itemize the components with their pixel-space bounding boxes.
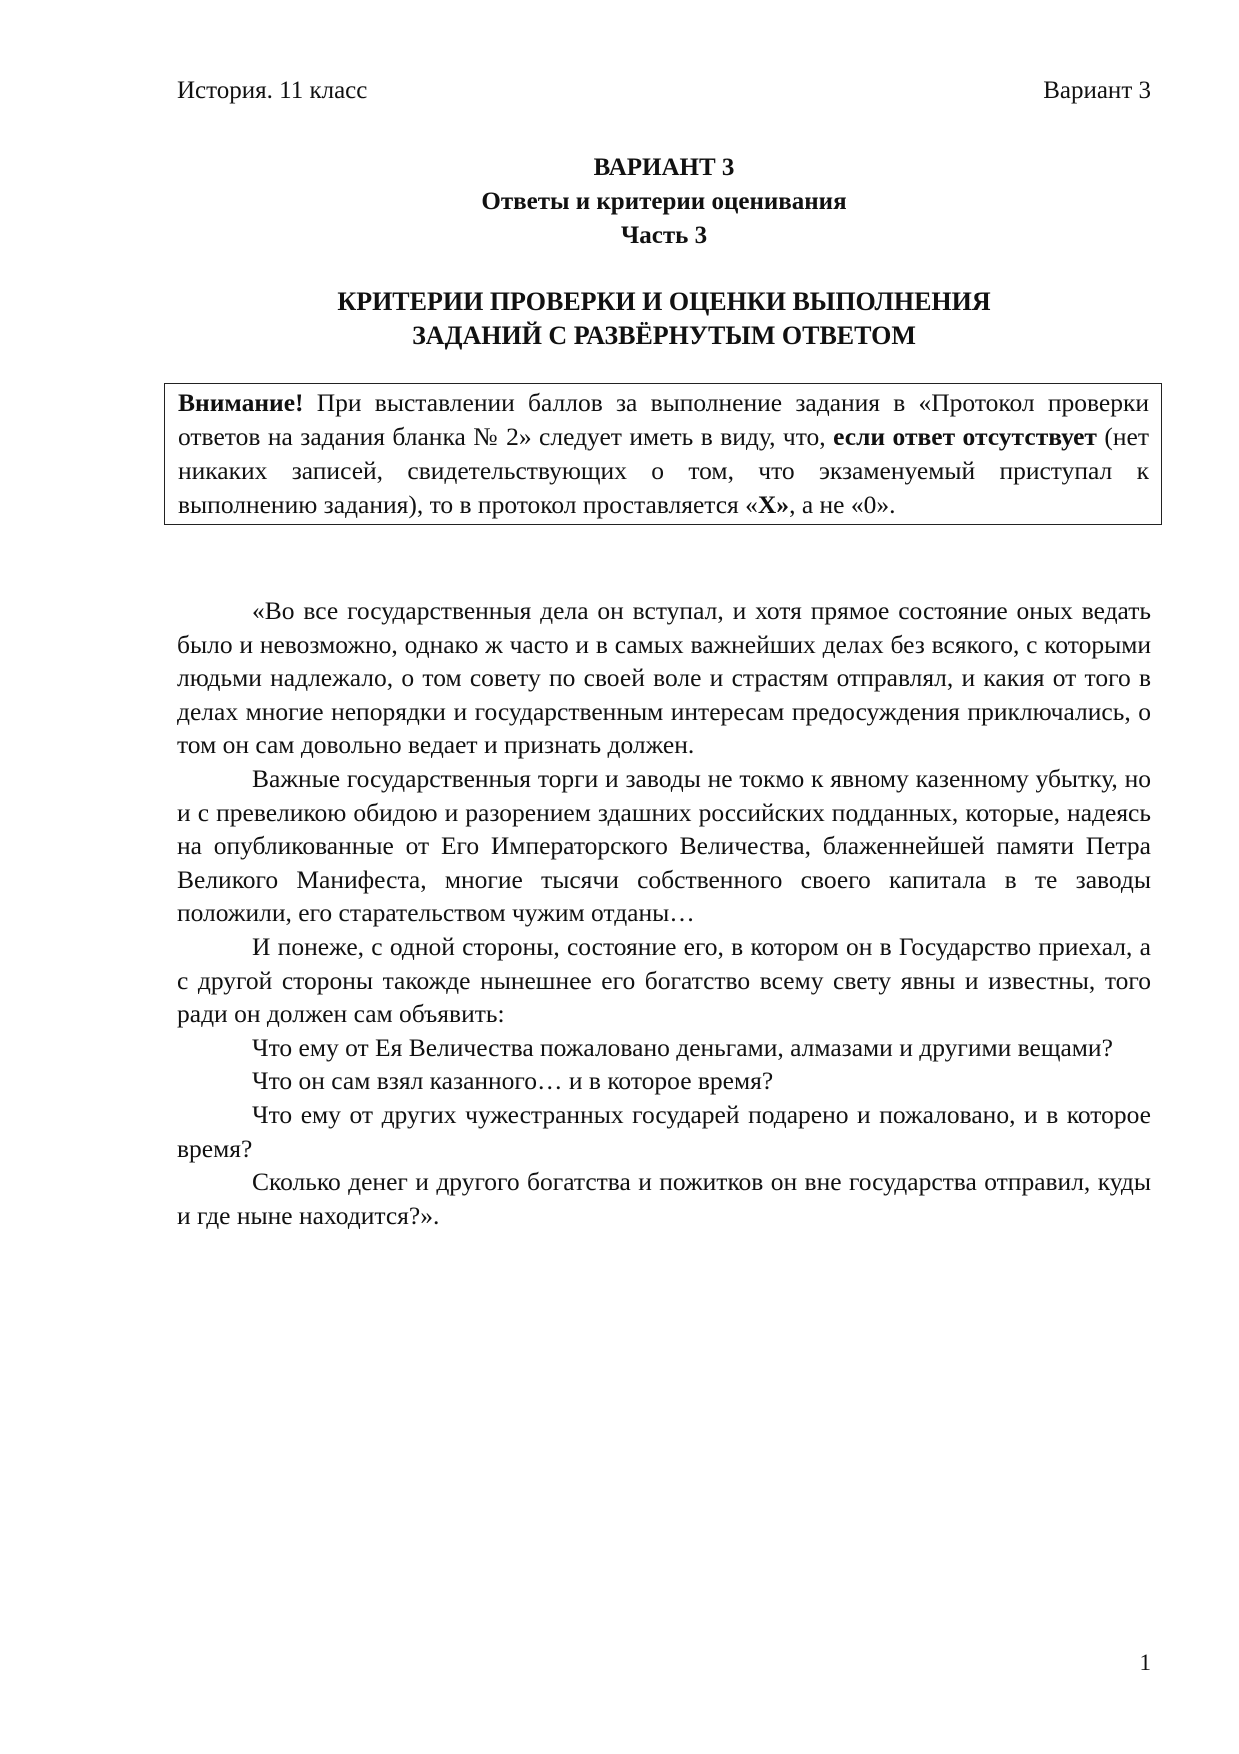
notice-x-mark: Х» (757, 490, 790, 519)
title-gap (177, 253, 1151, 285)
answers-title: Ответы и критерии оценивания (481, 188, 847, 215)
page-number: 1 (1139, 1650, 1151, 1675)
notice-if-absent: если ответ отсутствует (833, 422, 1097, 451)
quote-paragraph: «Во все государственныя дела он вступал, и хотя прямое состояние оных ведать было и невозможно, однако ж часто и в самых важнейших делах без всякого, с которыми людьми надлежало, о том совету по своей воле и страстям отправлял, и какия от того в делах многие непорядки и государственным интересам предосуждения приключались, о том он сам довольно ведает и признать должен. (177, 596, 1151, 760)
criteria-title-line-2: ЗАДАНИЙ С РАЗВЁРНУТЫМ ОТВЕТОМ (412, 321, 916, 350)
quote-paragraph: Сколько денег и другого богатства и пожитков он вне государства отправил, куды и где ныне находится?». (177, 1167, 1151, 1230)
page-header (177, 74, 1151, 108)
part-title: Часть 3 (620, 222, 708, 249)
notice-text-3: , а не «0». (789, 490, 896, 519)
notice-text-1: При выставлении баллов за выполнение задания в «Протокол проверки ответов на задания бланка № 2» следует иметь в виду, что, (178, 388, 1149, 451)
historical-quote (177, 594, 1151, 1232)
notice-attention-label: Внимание! (178, 388, 304, 417)
title-block (177, 151, 1151, 353)
criteria-title-line-1: КРИТЕРИИ ПРОВЕРКИ И ОЦЕНКИ ВЫПОЛНЕНИЯ (337, 287, 991, 316)
quote-paragraph: Что он сам взял казанного… и в которое время? (252, 1066, 774, 1096)
quote-paragraph: Что ему от Ея Величества пожаловано деньгами, алмазами и другими вещами? (252, 1032, 1113, 1062)
quote-paragraph: Важные государственныя торги и заводы не токмо к явному казенному убытку, но и с превеликою обидою и разорением здашних российских подданных, которые, надеясь на опубликованные от Его Императорского Величества, блаженнейшей памяти Петра Великого Манифеста, многие тысячи собственного своего капитала в те заводы положили, его старательством чужим отданы… (177, 763, 1151, 928)
notice-text-2: (нет никаких записей, свидетельствующих о том, что экзаменуемый приступал к выполнению задания), то в протокол проставляется « (178, 422, 1149, 519)
variant-title: ВАРИАНТ 3 (593, 154, 735, 181)
quote-paragraph: Что ему от других чужестранных государей подарено и пожаловано, и в которое время? (177, 1099, 1151, 1163)
quote-paragraph: И понеже, с одной стороны, состояние его, в котором он в Государство приехал, а с другой стороны такожде нынешнее его богатство всему свету явны и известны, того ради он должен сам объявить: (177, 931, 1151, 1029)
header-variant: Вариант 3 (1043, 77, 1151, 104)
attention-notice-box (164, 383, 1162, 525)
header-subject: История. 11 класс (177, 77, 368, 104)
